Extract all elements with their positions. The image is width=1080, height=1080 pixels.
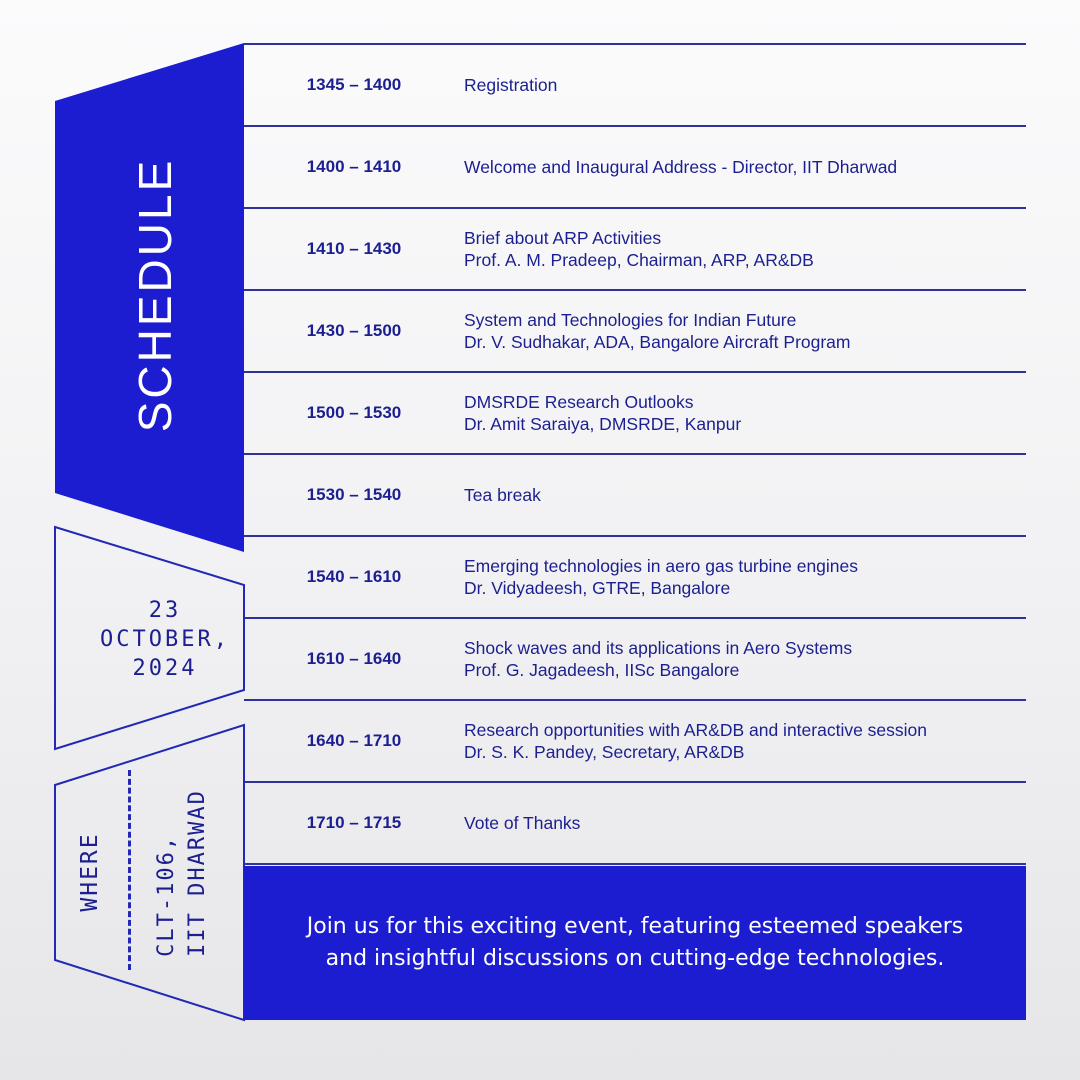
- schedule-row: [244, 455, 1026, 537]
- session-title: Emerging technologies in aero gas turbine engines: [464, 556, 859, 576]
- session-title: Welcome and Inaugural Address - Director, IIT Dharwad: [464, 157, 898, 177]
- session-speaker: Prof. G. Jagadeesh, IISc Bangalore: [464, 660, 740, 680]
- session-time: 1345 – 1400: [306, 75, 402, 94]
- session-title: Brief about ARP Activities: [464, 228, 662, 248]
- schedule-table: [244, 43, 1026, 865]
- session-title: Shock waves and its applications in Aero Systems: [464, 638, 853, 658]
- session-title: Vote of Thanks: [464, 813, 581, 833]
- session-title: Tea break: [464, 485, 541, 505]
- session-time: 1500 – 1530: [306, 403, 402, 422]
- session-title: System and Technologies for Indian Future: [464, 310, 797, 330]
- session-speaker: Dr. Amit Saraiya, DMSRDE, Kanpur: [464, 414, 742, 434]
- where-divider: [128, 770, 131, 970]
- session-description: [464, 537, 1016, 617]
- schedule-title: SCHEDULE: [129, 157, 181, 433]
- invitation-text: Join us for this exciting event, featuring esteemed speakers and insightful discussions on cutting-edge technologies.: [306, 914, 964, 971]
- session-time: 1410 – 1430: [306, 239, 402, 258]
- session-description: [464, 291, 1016, 371]
- venue-institute: IIT DHARWAD: [185, 789, 210, 957]
- schedule-row: [244, 291, 1026, 373]
- event-date-year: 2024: [132, 656, 198, 681]
- session-description: [464, 45, 1016, 125]
- session-speaker: Dr. V. Sudhakar, ADA, Bangalore Aircraft Program: [464, 332, 851, 352]
- schedule-row: [244, 373, 1026, 455]
- where-label: WHERE: [77, 832, 103, 912]
- session-time: 1400 – 1410: [306, 157, 402, 176]
- schedule-row: [244, 619, 1026, 701]
- event-date-day: 23: [148, 598, 182, 623]
- session-speaker: Dr. Vidyadeesh, GTRE, Bangalore: [464, 578, 731, 598]
- event-date: [60, 596, 270, 683]
- session-time: 1430 – 1500: [306, 321, 402, 340]
- session-speaker: Prof. A. M. Pradeep, Chairman, ARP, AR&DB: [464, 250, 814, 270]
- event-date-month: OCTOBER,: [100, 627, 230, 652]
- session-title: DMSRDE Research Outlooks: [464, 392, 694, 412]
- session-description: [464, 209, 1016, 289]
- schedule-row: [244, 783, 1026, 865]
- session-title: Registration: [464, 75, 558, 95]
- session-description: [464, 455, 1016, 535]
- session-description: [464, 783, 1016, 863]
- session-time: 1710 – 1715: [306, 813, 402, 832]
- venue-room: CLT-106,: [154, 834, 179, 957]
- session-time: 1530 – 1540: [306, 485, 402, 504]
- session-time: 1610 – 1640: [306, 649, 402, 668]
- schedule-row: [244, 45, 1026, 127]
- venue: [151, 789, 213, 957]
- schedule-row: [244, 537, 1026, 619]
- invitation-banner: [244, 866, 1026, 1020]
- session-title: Research opportunities with AR&DB and interactive session: [464, 720, 928, 740]
- schedule-row: [244, 701, 1026, 783]
- session-time: 1640 – 1710: [306, 731, 402, 750]
- schedule-row: [244, 127, 1026, 209]
- session-time: 1540 – 1610: [306, 567, 402, 586]
- schedule-row: [244, 209, 1026, 291]
- session-description: [464, 701, 1016, 781]
- session-description: [464, 619, 1016, 699]
- session-description: [464, 127, 1016, 207]
- session-description: [464, 373, 1016, 453]
- session-speaker: Dr. S. K. Pandey, Secretary, AR&DB: [464, 742, 745, 762]
